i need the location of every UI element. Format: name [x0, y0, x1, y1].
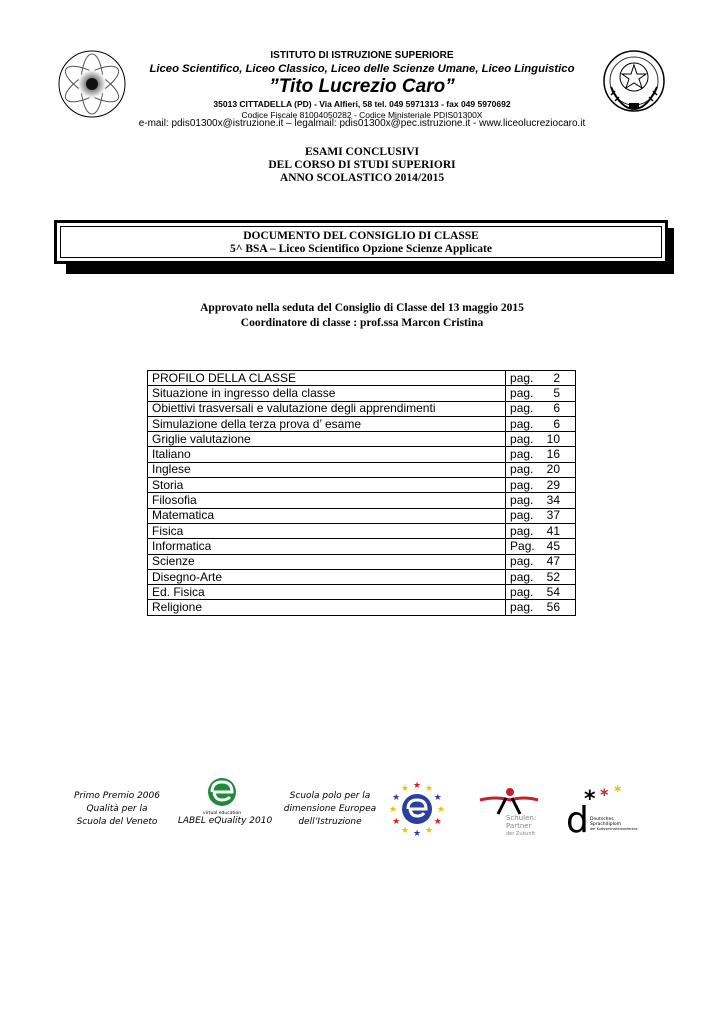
school-codes: Codice Fiscale 81004050282 - Codice Ministeriale PDIS01300X [241, 110, 483, 120]
toc-page-label: pag. [510, 600, 534, 615]
table-row [148, 493, 576, 508]
schulen-partner-logo [476, 786, 542, 836]
toc-page-number: 37 [546, 508, 560, 523]
toc-page-number: 45 [546, 538, 560, 553]
toc-page-label: pag. [510, 584, 534, 599]
eu-star-icon: ★ [400, 825, 410, 836]
eu-star-icon: ★ [424, 784, 434, 795]
toc-page-number: 20 [546, 462, 560, 477]
eu-star-icon: ★ [433, 793, 442, 803]
toc-page-label: pag. [510, 462, 534, 477]
toc-page-label: pag. [510, 385, 534, 400]
licei-list: Liceo Scientifico, Liceo Classico, Liceo delle Scienze Umane, Liceo Linguistico [149, 63, 575, 75]
toc-topic: Inglese [148, 462, 506, 477]
toc-topic: Disegno-Arte [148, 569, 506, 584]
exam-line-3: ANNO SCOLASTICO 2014/2015 [279, 172, 445, 184]
toc-page-label: pag. [510, 569, 534, 584]
toc-topic: Filosofia [148, 493, 506, 508]
svg-text:*: * [614, 784, 622, 800]
equality-logo [200, 776, 244, 816]
table-row [148, 523, 576, 538]
toc-page-label: pag. [510, 401, 534, 416]
document-title: DOCUMENTO DEL CONSIGLIO DI CLASSE [243, 230, 479, 242]
eu-star-icon: ★ [412, 829, 422, 836]
svg-text:der Zukunft: der Zukunft [506, 831, 536, 836]
toc-page-number: 29 [546, 477, 560, 492]
toc-topic: PROFILO DELLA CLASSE [148, 371, 506, 386]
approval-block [0, 301, 724, 331]
svg-text:*: * [600, 785, 609, 804]
toc-page-number: 52 [546, 569, 560, 584]
toc-page-number: 2 [553, 370, 560, 385]
toc-page [506, 478, 576, 493]
svg-text:Sprachdiplom: Sprachdiplom [590, 822, 621, 827]
toc-page-number: 41 [546, 523, 560, 538]
toc-page [506, 539, 576, 554]
toc-page-label: pag. [510, 447, 534, 462]
svg-text:Deutsches: Deutsches [590, 817, 614, 822]
toc-topic: Obiettivi trasversali e valutazione degli apprendimenti [148, 401, 506, 416]
toc-page-label: pag. [510, 416, 534, 431]
toc-page-number: 34 [546, 493, 560, 508]
toc-topic: Religione [148, 600, 506, 615]
toc-topic: Griglie valutazione [148, 432, 506, 447]
toc-page [506, 585, 576, 600]
italian-republic-emblem [601, 47, 667, 117]
toc-page-number: 6 [553, 401, 560, 416]
table-row [148, 585, 576, 600]
table-row [148, 554, 576, 569]
toc-page [506, 462, 576, 477]
eu-stars-logo [386, 778, 448, 836]
eu-star-icon: ★ [436, 805, 446, 815]
toc-page [506, 554, 576, 569]
table-row [148, 416, 576, 431]
toc-page [506, 569, 576, 584]
svg-text:d: d [566, 800, 589, 838]
toc-topic: Italiano [148, 447, 506, 462]
toc-topic: Matematica [148, 508, 506, 523]
table-of-contents [147, 370, 576, 616]
toc-page-number: 16 [546, 447, 560, 462]
toc-page [506, 371, 576, 386]
school-name: ”Tito Lucrezio Caro” [269, 76, 455, 97]
toc-page [506, 523, 576, 538]
table-row [148, 401, 576, 416]
toc-page-label: pag. [510, 523, 534, 538]
svg-text:Schulen:: Schulen: [506, 814, 537, 822]
svg-text:*: * [584, 787, 596, 812]
toc-page [506, 416, 576, 431]
toc-page-label: Pag. [510, 538, 535, 553]
table-row [148, 508, 576, 523]
school-header [120, 50, 604, 121]
toc-page [506, 493, 576, 508]
eu-star-icon: ★ [424, 825, 434, 836]
toc-page [506, 508, 576, 523]
equality-logo-caption: virtual education [202, 811, 242, 816]
toc-page [506, 386, 576, 401]
toc-topic: Storia [148, 478, 506, 493]
toc-page-number: 6 [553, 416, 560, 431]
toc-topic: Situazione in ingresso della classe [148, 386, 506, 401]
toc-page-number: 56 [546, 600, 560, 615]
toc-topic: Simulazione della terza prova d’ esame [148, 416, 506, 431]
toc-page-label: pag. [510, 370, 534, 385]
exam-line-1: ESAMI CONCLUSIVI [304, 146, 420, 158]
table-row [148, 447, 576, 462]
eu-star-icon: ★ [400, 784, 410, 795]
toc-page-number: 5 [553, 385, 560, 400]
exam-heading [0, 146, 724, 185]
toc-page [506, 401, 576, 416]
table-row [148, 478, 576, 493]
toc-page [506, 432, 576, 447]
eu-star-icon: ★ [412, 781, 422, 791]
toc-page-number: 54 [546, 584, 560, 599]
toc-topic: Informatica [148, 539, 506, 554]
toc-topic: Fisica [148, 523, 506, 538]
table-row [148, 569, 576, 584]
footer-label: LABEL eQuality 2010 [177, 816, 273, 826]
toc-page-label: pag. [510, 493, 534, 508]
toc-page-label: pag. [510, 477, 534, 492]
toc-page [506, 447, 576, 462]
footer-polo: Scuola polo per la dimensione Europea dell’Istruzione [283, 791, 377, 827]
school-contacts: e-mail: pdis01300x@istruzione.it – legalmail: pdis01300x@pec.istruzione.it - www.liceolucreziocaro.it [138, 118, 586, 129]
table-row [148, 386, 576, 401]
svg-text:der Kultusministerkonferenz: der Kultusministerkonferenz [590, 827, 638, 831]
institute-type: ISTITUTO DI ISTRUZIONE SUPERIORE [270, 50, 454, 61]
document-title-box [54, 220, 668, 264]
atom-logo [56, 48, 128, 120]
toc-page-label: pag. [510, 431, 534, 446]
eu-star-icon: ★ [392, 793, 401, 803]
toc-page-number: 10 [546, 431, 560, 446]
footer-premio: Primo Premio 2006 Qualità per la Scuola del Veneto [74, 791, 160, 827]
table-row [148, 600, 576, 615]
deutsches-sprachdiplom-logo [564, 780, 646, 838]
toc-topic: Ed. Fisica [148, 585, 506, 600]
eu-star-icon: ★ [433, 817, 442, 827]
document-class: 5^ BSA – Liceo Scientifico Opzione Scienze Applicate [230, 243, 492, 255]
table-row [148, 462, 576, 477]
table-row [148, 432, 576, 447]
table-row [148, 371, 576, 386]
school-address: 35013 CITTADELLA (PD) - Via Alfieri, 58 tel. 049 5971313 - fax 049 5970692 [213, 99, 511, 109]
svg-text:Partner: Partner [506, 822, 532, 830]
toc-page-label: pag. [510, 508, 534, 523]
table-row [148, 539, 576, 554]
coordinator: Coordinatore di classe : prof.ssa Marcon Cristina [240, 317, 484, 329]
eu-star-icon: ★ [388, 805, 398, 815]
approval-date: Approvato nella seduta del Consiglio di Classe del 13 maggio 2015 [200, 302, 524, 314]
toc-topic: Scienze [148, 554, 506, 569]
eu-star-icon: ★ [392, 817, 401, 827]
toc-page-number: 47 [546, 554, 560, 569]
toc-page-label: pag. [510, 554, 534, 569]
exam-line-2: DEL CORSO DI STUDI SUPERIORI [268, 159, 456, 171]
toc-page [506, 600, 576, 615]
